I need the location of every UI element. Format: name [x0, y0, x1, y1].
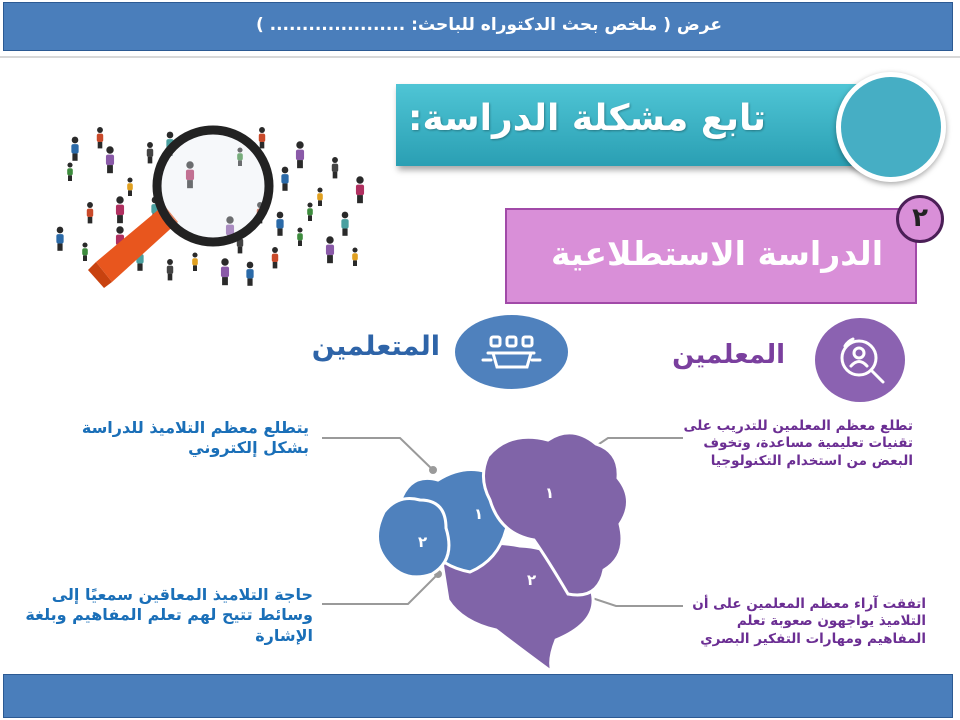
- footer-bar: [3, 674, 953, 718]
- learners-label: المتعلمين: [311, 331, 440, 362]
- subsection-number: ٢: [896, 195, 944, 243]
- teachers-point-2: اتفقت آراء معظم المعلمين على أن التلاميذ يواجهون صعوبة تعلم المفاهيم ومهارات التفكير البصري: [692, 596, 926, 647]
- banner-title: تابع مشكلة الدراسة:: [408, 98, 766, 139]
- brain-label-right-2: ٢: [527, 571, 537, 589]
- brain-label-left-2: ٢: [418, 533, 428, 551]
- learners-point-2: حاجة التلاميذ المعاقين سمعيًا إلى وسائط تتيح لهم تعلم المفاهيم وبلغة الإشارة: [25, 585, 313, 645]
- learners-point-1: يتطلع معظم التلاميذ للدراسة بشكل إلكتروني: [81, 418, 309, 458]
- brain-label-left-1: ١: [474, 505, 484, 523]
- brain-shape: [377, 433, 627, 672]
- teachers-label: المعلمين: [672, 340, 785, 370]
- subsection-title: الدراسة الاستطلاعية: [550, 234, 883, 273]
- brain-lobe-left-small: [377, 499, 448, 577]
- teachers-point-1: تطلع معظم المعلمين للتدريب على تقنيات تعليمية مساعدة، وتخوف البعض من استخدام التكنولوجيا: [683, 418, 913, 469]
- brain-label-right-1: ١: [545, 484, 555, 502]
- header-title: عرض ( ملخص بحث الدكتوراه للباحث: ..................... ): [255, 15, 722, 35]
